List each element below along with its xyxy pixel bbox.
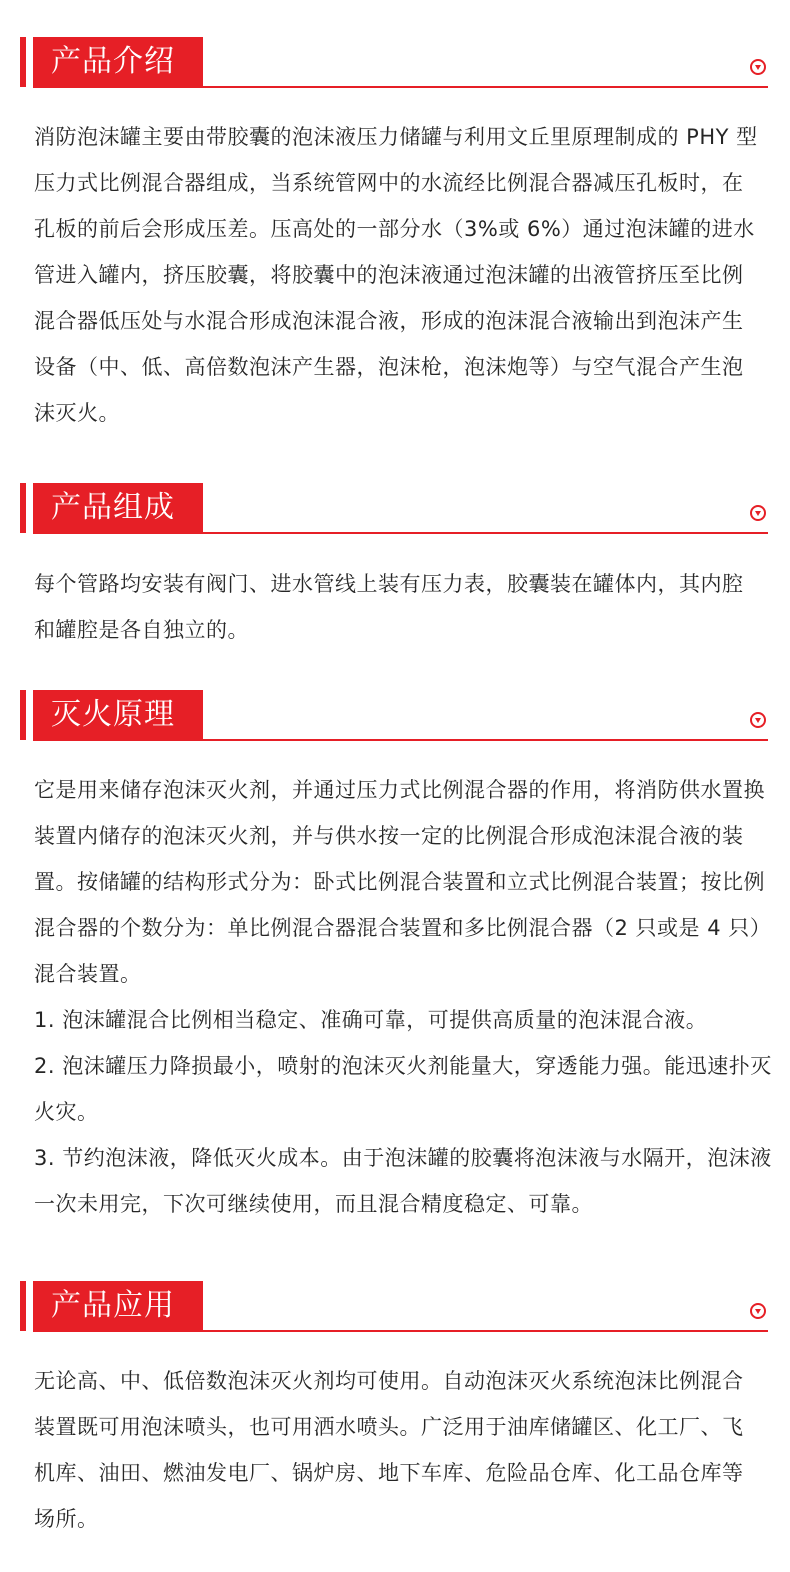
accent-bar <box>20 690 26 740</box>
list-item: 2. 泡沫罐压力降损最小，喷射的泡沫灭火剂能量大，穿透能力强。能迅速扑灭火灾。 <box>34 1054 772 1124</box>
header-rule <box>33 1330 768 1332</box>
list-item: 3. 节约泡沫液，降低灭火成本。由于泡沫罐的胶囊将泡沫液与水隔开，泡沫液一次未用完，下次可继续使用，而且混合精度稳定、可靠。 <box>34 1146 772 1216</box>
section-header <box>20 1281 768 1331</box>
paragraph: 无论高、中、低倍数泡沫灭火剂均可使用。自动泡沫灭火系统泡沫比例混合装置既可用泡沫喷头，也可用洒水喷头。广泛用于油库储罐区、化工厂、飞机库、油田、燃油发电厂、锅炉房、地下车库、危险品仓库、化工品仓库等场所。 <box>34 1369 744 1531</box>
section-header <box>20 37 768 87</box>
accent-bar <box>20 1281 26 1331</box>
accent-bar <box>20 483 26 533</box>
paragraph: 每个管路均安装有阀门、进水管线上装有压力表，胶囊装在罐体内，其内腔和罐腔是各自独立的。 <box>34 572 744 642</box>
chevron-down-circle-icon[interactable] <box>750 505 766 521</box>
section-body <box>34 561 764 653</box>
header-rule <box>33 739 768 741</box>
chevron-down-circle-icon[interactable] <box>750 59 766 75</box>
chevron-down-circle-icon[interactable] <box>750 1303 766 1319</box>
accent-bar <box>20 37 26 87</box>
section-title: 产品介绍 <box>33 37 203 87</box>
section-header <box>20 690 768 740</box>
section-body <box>34 114 764 436</box>
chevron-down-circle-icon[interactable] <box>750 712 766 728</box>
section-title: 灭火原理 <box>33 690 203 740</box>
section-title: 产品组成 <box>33 483 203 533</box>
header-rule <box>33 532 768 534</box>
section-title: 产品应用 <box>33 1281 203 1331</box>
paragraph: 它是用来储存泡沫灭火剂，并通过压力式比例混合器的作用，将消防供水置换装置内储存的泡沫灭火剂，并与供水按一定的比例混合形成泡沫混合液的装置。按储罐的结构形式分为：卧式比例混合装置和立式比例混合装置；按比例混合器的个数分为：单比例混合器混合装置和多比例混合器（2 只或是 4 只）混合装置。 <box>34 778 772 986</box>
paragraph: 消防泡沫罐主要由带胶囊的泡沫液压力储罐与利用文丘里原理制成的 PHY 型压力式比例混合器组成，当系统管网中的水流经比例混合器减压孔板时，在孔板的前后会形成压差。压高处的一部分水（3%或 6%）通过泡沫罐的进水管进入罐内，挤压胶囊，将胶囊中的泡沫液通过泡沫罐的出液管挤压至比例混合器低压处与水混合形成泡沫混合液，形成的泡沫混合液输出到泡沫产生设备（中、低、高倍数泡沫产生器，泡沫枪，泡沫炮等）与空气混合产生泡沫灭火。 <box>34 125 758 425</box>
header-rule <box>33 86 768 88</box>
section-body <box>34 1358 744 1542</box>
section-header <box>20 483 768 533</box>
section-body <box>34 767 779 1227</box>
list-item: 1. 泡沫罐混合比例相当稳定、准确可靠，可提供高质量的泡沫混合液。 <box>34 1008 708 1032</box>
